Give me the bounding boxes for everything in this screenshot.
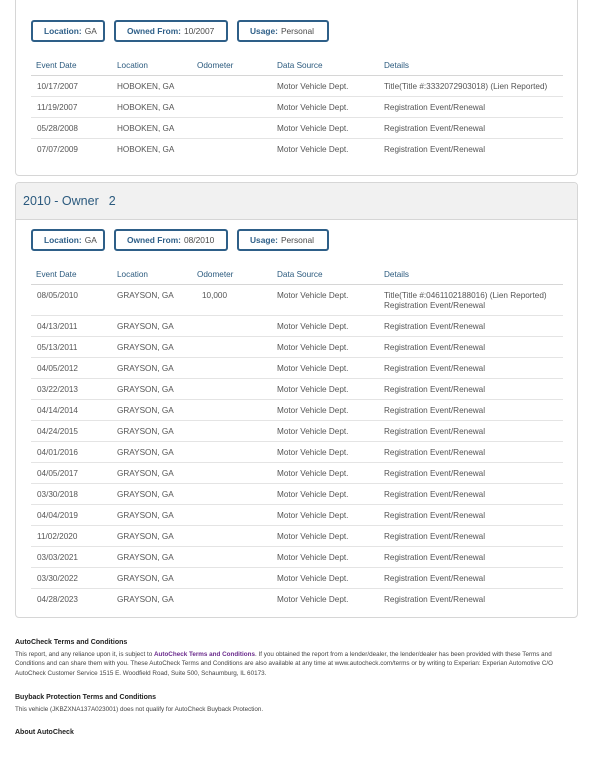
owner2-owned-from-pill [114, 229, 228, 251]
cell-location: GRAYSON, GA [117, 385, 174, 394]
cell-details [384, 448, 485, 458]
cell-event-date: 04/24/2015 [37, 427, 78, 436]
cell-details [384, 490, 485, 500]
cell-location: HOBOKEN, GA [117, 103, 175, 112]
buyback-text: This vehicle (JKBZXNA137A023001) does not qualify for AutoCheck Buyback Protection. [15, 705, 264, 713]
terms-text [15, 650, 580, 679]
cell-details [384, 364, 485, 374]
cell-location: GRAYSON, GA [117, 595, 174, 604]
table-row [31, 379, 563, 400]
owner2-usage-pill [237, 229, 329, 251]
detail-line: Registration Event/Renewal [384, 532, 486, 541]
col-odometer: Odometer [197, 270, 234, 279]
table-header [31, 58, 563, 76]
cell-event-date: 04/05/2017 [37, 469, 78, 478]
cell-details [384, 469, 485, 479]
pill-value: GA [84, 26, 97, 36]
terms-text-pre: This report, and any reliance upon it, is subject to [15, 650, 154, 658]
detail-line: Registration Event/Renewal [384, 448, 486, 457]
detail-line: Registration Event/Renewal [384, 553, 486, 562]
detail-line: Registration Event/Renewal [384, 595, 486, 604]
cell-details [384, 595, 485, 605]
cell-data-source: Motor Vehicle Dept. [277, 595, 349, 604]
col-data-source: Data Source [277, 270, 323, 279]
col-details: Details [384, 61, 410, 70]
detail-line: Registration Event/Renewal [384, 343, 486, 352]
about-title: About AutoCheck [15, 729, 74, 736]
detail-line: Registration Event/Renewal [384, 385, 486, 394]
owner2-card [15, 182, 578, 618]
owner1-usage-pill [237, 20, 329, 42]
cell-data-source: Motor Vehicle Dept. [277, 553, 349, 562]
cell-data-source: Motor Vehicle Dept. [277, 469, 349, 478]
table-row [31, 358, 563, 379]
pill-value: 08/2010 [183, 235, 215, 245]
table-row [31, 484, 563, 505]
col-location: Location [117, 270, 148, 279]
cell-details [384, 124, 485, 134]
buyback-title: Buyback Protection Terms and Conditions [15, 694, 157, 701]
col-data-source: Data Source [277, 61, 323, 70]
cell-details [384, 385, 485, 395]
cell-details [384, 322, 485, 332]
cell-data-source: Motor Vehicle Dept. [277, 82, 349, 91]
table-row [31, 118, 563, 139]
pill-value: 10/2007 [183, 26, 215, 36]
cell-details [384, 574, 485, 584]
cell-details [384, 406, 485, 416]
cell-data-source: Motor Vehicle Dept. [277, 490, 349, 499]
table-row [31, 316, 563, 337]
pill-key: Owned From: [127, 235, 181, 245]
cell-location: GRAYSON, GA [117, 427, 174, 436]
terms-section [15, 638, 580, 678]
table-row [31, 568, 563, 589]
owner2-rows [31, 285, 563, 609]
cell-details [384, 553, 485, 563]
owner2-pills [31, 229, 329, 251]
cell-data-source: Motor Vehicle Dept. [277, 343, 349, 352]
cell-data-source: Motor Vehicle Dept. [277, 385, 349, 394]
cell-location: GRAYSON, GA [117, 406, 174, 415]
cell-event-date: 05/28/2008 [37, 124, 78, 133]
detail-line: Registration Event/Renewal [384, 406, 486, 415]
cell-event-date: 04/01/2016 [37, 448, 78, 457]
cell-location: GRAYSON, GA [117, 343, 174, 352]
cell-event-date: 08/05/2010 [37, 291, 78, 300]
table-row [31, 463, 563, 484]
cell-data-source: Motor Vehicle Dept. [277, 145, 349, 154]
cell-location: HOBOKEN, GA [117, 124, 175, 133]
table-row [31, 442, 563, 463]
table-row [31, 285, 563, 316]
cell-location: GRAYSON, GA [117, 469, 174, 478]
owner2-location-pill [31, 229, 105, 251]
cell-details [384, 82, 547, 92]
owner1-card [15, 0, 578, 176]
owner-number: 2 [108, 194, 116, 208]
detail-line: Registration Event/Renewal [384, 364, 486, 373]
owner1-owned-from-pill [114, 20, 228, 42]
detail-line: Registration Event/Renewal [384, 124, 486, 133]
detail-line: Registration Event/Renewal [384, 511, 486, 520]
table-row [31, 421, 563, 442]
cell-data-source: Motor Vehicle Dept. [277, 322, 349, 331]
pill-key: Usage: [250, 26, 278, 36]
col-event-date: Event Date [36, 61, 77, 70]
cell-event-date: 10/17/2007 [37, 82, 78, 91]
cell-data-source: Motor Vehicle Dept. [277, 532, 349, 541]
pill-value: GA [84, 235, 97, 245]
col-odometer: Odometer [197, 61, 234, 70]
table-row [31, 97, 563, 118]
cell-event-date: 03/30/2022 [37, 574, 78, 583]
cell-event-date: 03/03/2021 [37, 553, 78, 562]
cell-event-date: 04/28/2023 [37, 595, 78, 604]
cell-data-source: Motor Vehicle Dept. [277, 574, 349, 583]
terms-title: AutoCheck Terms and Conditions [15, 639, 128, 646]
cell-details [384, 103, 485, 113]
table-header [31, 267, 563, 285]
cell-location: HOBOKEN, GA [117, 145, 175, 154]
cell-details [384, 427, 485, 437]
cell-details [384, 532, 485, 542]
about-section [15, 728, 580, 740]
pill-key: Usage: [250, 235, 278, 245]
table-row [31, 337, 563, 358]
cell-data-source: Motor Vehicle Dept. [277, 364, 349, 373]
cell-data-source: Motor Vehicle Dept. [277, 291, 349, 300]
cell-location: GRAYSON, GA [117, 553, 174, 562]
buyback-section [15, 693, 580, 714]
cell-location: GRAYSON, GA [117, 574, 174, 583]
col-event-date: Event Date [36, 270, 77, 279]
cell-event-date: 04/04/2019 [37, 511, 78, 520]
terms-text-post: . If you obtained the report from a lender/dealer, the lender/dealer has been provided with these Terms and Conditions and can share them with you. These AutoCheck Terms and Conditions are also available at any time at www.autocheck.com/terms or by writing to Experian: Experian Automotive C/O AutoCheck Customer Service 1515 E. Woodfield Road, Suite 500, Schaumburg, IL 60173. [15, 650, 554, 677]
cell-data-source: Motor Vehicle Dept. [277, 511, 349, 520]
detail-line: Registration Event/Renewal [384, 469, 486, 478]
cell-details [384, 511, 485, 521]
cell-event-date: 07/07/2009 [37, 145, 78, 154]
cell-details [384, 343, 485, 353]
cell-odometer: 10,000 [202, 291, 228, 300]
cell-event-date: 04/14/2014 [37, 406, 78, 415]
detail-line: Registration Event/Renewal [384, 427, 486, 436]
owner2-events-table [31, 267, 563, 609]
cell-location: GRAYSON, GA [117, 364, 174, 373]
cell-details [384, 291, 547, 311]
cell-event-date: 11/19/2007 [37, 103, 78, 112]
cell-data-source: Motor Vehicle Dept. [277, 448, 349, 457]
detail-line: Registration Event/Renewal [384, 103, 486, 112]
pill-key: Location: [44, 26, 82, 36]
table-row [31, 139, 563, 159]
cell-event-date: 04/05/2012 [37, 364, 78, 373]
cell-location: GRAYSON, GA [117, 322, 174, 331]
detail-line: Registration Event/Renewal [384, 322, 486, 331]
cell-details [384, 145, 485, 155]
table-row [31, 400, 563, 421]
pill-key: Location: [44, 235, 82, 245]
cell-data-source: Motor Vehicle Dept. [277, 124, 349, 133]
owner1-location-pill [31, 20, 105, 42]
table-row [31, 76, 563, 97]
cell-location: GRAYSON, GA [117, 532, 174, 541]
cell-event-date: 03/30/2018 [37, 490, 78, 499]
detail-line: Title(Title #:3332072903018) (Lien Reported) [384, 82, 548, 91]
cell-event-date: 03/22/2013 [37, 385, 78, 394]
pill-value: Personal [280, 235, 314, 245]
table-row [31, 547, 563, 568]
owner1-rows [31, 76, 563, 159]
cell-location: GRAYSON, GA [117, 490, 174, 499]
cell-location: GRAYSON, GA [117, 448, 174, 457]
detail-line: Registration Event/Renewal [384, 490, 486, 499]
detail-line: Registration Event/Renewal [384, 301, 486, 310]
cell-event-date: 11/02/2020 [37, 532, 78, 541]
owner1-events-table [31, 58, 563, 159]
col-details: Details [384, 270, 410, 279]
detail-line: Registration Event/Renewal [384, 574, 486, 583]
cell-data-source: Motor Vehicle Dept. [277, 103, 349, 112]
cell-data-source: Motor Vehicle Dept. [277, 406, 349, 415]
owner2-header [16, 183, 577, 220]
detail-line: Registration Event/Renewal [384, 145, 486, 154]
table-row [31, 505, 563, 526]
owner1-pills [31, 20, 329, 42]
cell-location: GRAYSON, GA [117, 511, 174, 520]
col-location: Location [117, 61, 148, 70]
pill-value: Personal [280, 26, 314, 36]
table-row [31, 526, 563, 547]
terms-link[interactable]: AutoCheck Terms and Conditions [153, 650, 255, 658]
owner-year-label: 2010 - Owner [23, 194, 99, 208]
pill-key: Owned From: [127, 26, 181, 36]
cell-event-date: 05/13/2011 [37, 343, 78, 352]
detail-line: Title(Title #:0461102188016) (Lien Reported) [384, 291, 547, 300]
cell-location: GRAYSON, GA [117, 291, 174, 300]
cell-location: HOBOKEN, GA [117, 82, 175, 91]
cell-event-date: 04/13/2011 [37, 322, 78, 331]
table-row [31, 589, 563, 609]
cell-data-source: Motor Vehicle Dept. [277, 427, 349, 436]
